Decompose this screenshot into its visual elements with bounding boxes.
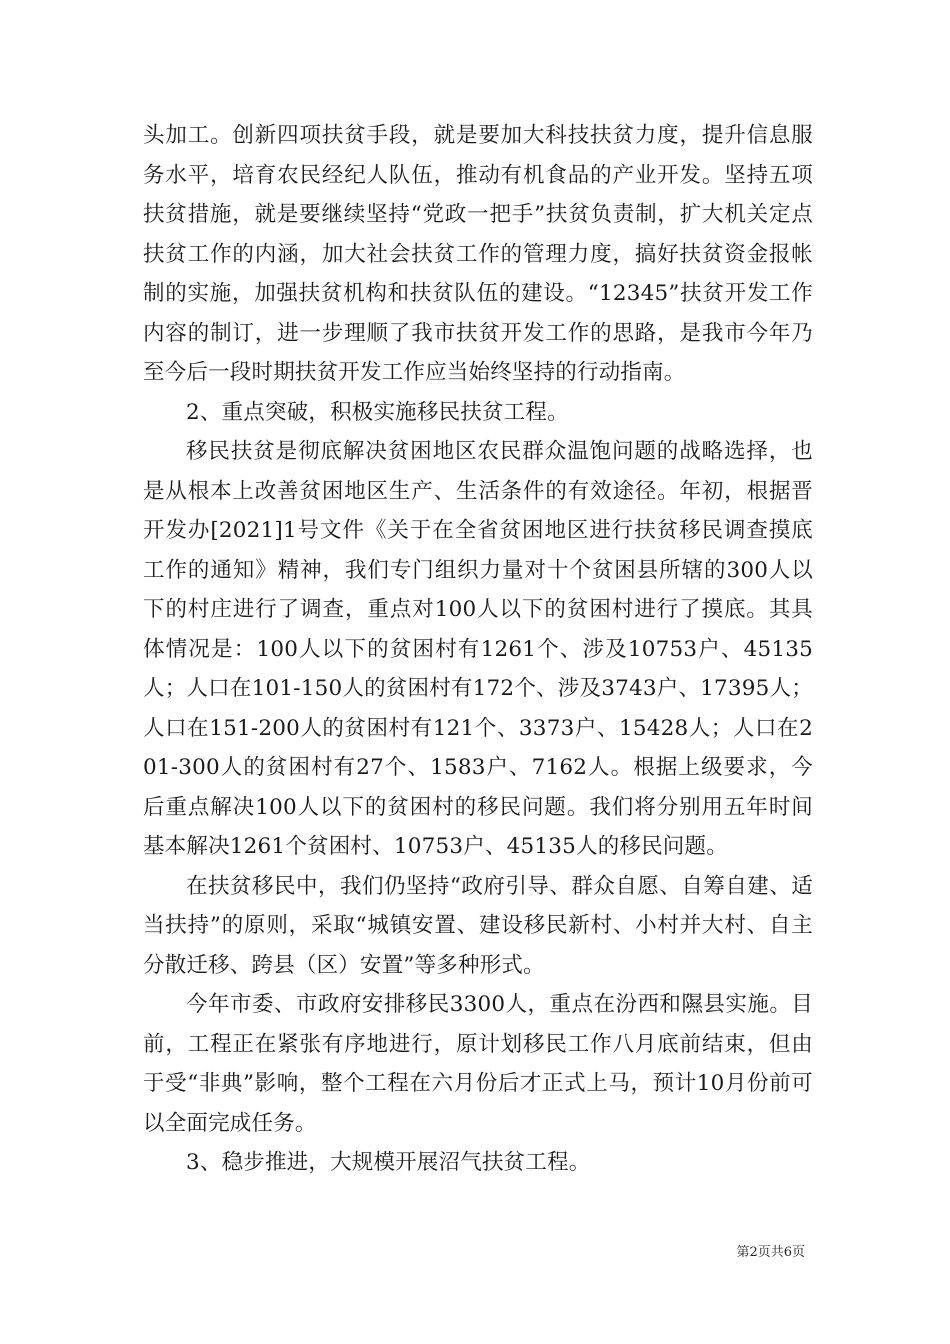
paragraph-5: 今年市委、市政府安排移民3300人，重点在汾西和隰县实施。目前，工程正在紧张有序地进行，原计划移民工作八月底前结束，但由于受“非典”影响，整个工程在六月份后才正式上马，预计10月份前可以全面完成任务。: [143, 992, 813, 1136]
section-heading-3: 3、稳步推进，大规模开展沼气扶贫工程。: [186, 1150, 591, 1175]
page-number-footer: 第2页共6页: [736, 1245, 805, 1260]
section-heading-2: 2、重点突破，积极实施移民扶贫工程。: [186, 399, 569, 425]
document-body: [143, 116, 813, 1183]
paragraph-3: 移民扶贫是彻底解决贫困地区农民群众温饱问题的战略选择，也是从根本上改善贫困地区生产、生活条件的有效途径。年初，根据晋开发办[2021]1号文件《关于在全省贫困地区进行扶贫移民调查摸底工作的通知》精神，我们专门组织力量对十个贫困县所辖的300人以下的村庄进行了调查，重点对100人以下的贫困村进行了摸底。其具体情况是：100人以下的贫困村有1261个、涉及10753户、45135人；人口在101-150人的贫困村有172个、涉及3743户、17395人；人口在151-200人的贫困村有121个、3373户、15428人；人口在201-300人的贫困村有27个、1583户、7162人。根据上级要求，今后重点解决100人以下的贫困村的移民问题。我们将分别用五年时间基本解决1261个贫困村、10753户、45135人的移民问题。: [143, 439, 813, 859]
paragraph-4: 在扶贫移民中，我们仍坚持“政府引导、群众自愿、自筹自建、适当扶持”的原则，采取“城镇安置、建设移民新村、小村并大村、自主分散迁移、跨县（区）安置”等多种形式。: [143, 873, 813, 978]
paragraph-1: 头加工。创新四项扶贫手段，就是要加大科技扶贫力度，提升信息服务水平，培育农民经纪人队伍，推动有机食品的产业开发。坚持五项扶贫措施，就是要继续坚持“党政一把手”扶贫负责制，扩大机关定点扶贫工作的内涵，加大社会扶贫工作的管理力度，搞好扶贫资金报帐制的实施，加强扶贫机构和扶贫队伍的建设。“12345”扶贫开发工作内容的制订，进一步理顺了我市扶贫开发工作的思路，是我市今年乃至今后一段时期扶贫开发工作应当始终坚持的行动指南。: [143, 123, 813, 385]
